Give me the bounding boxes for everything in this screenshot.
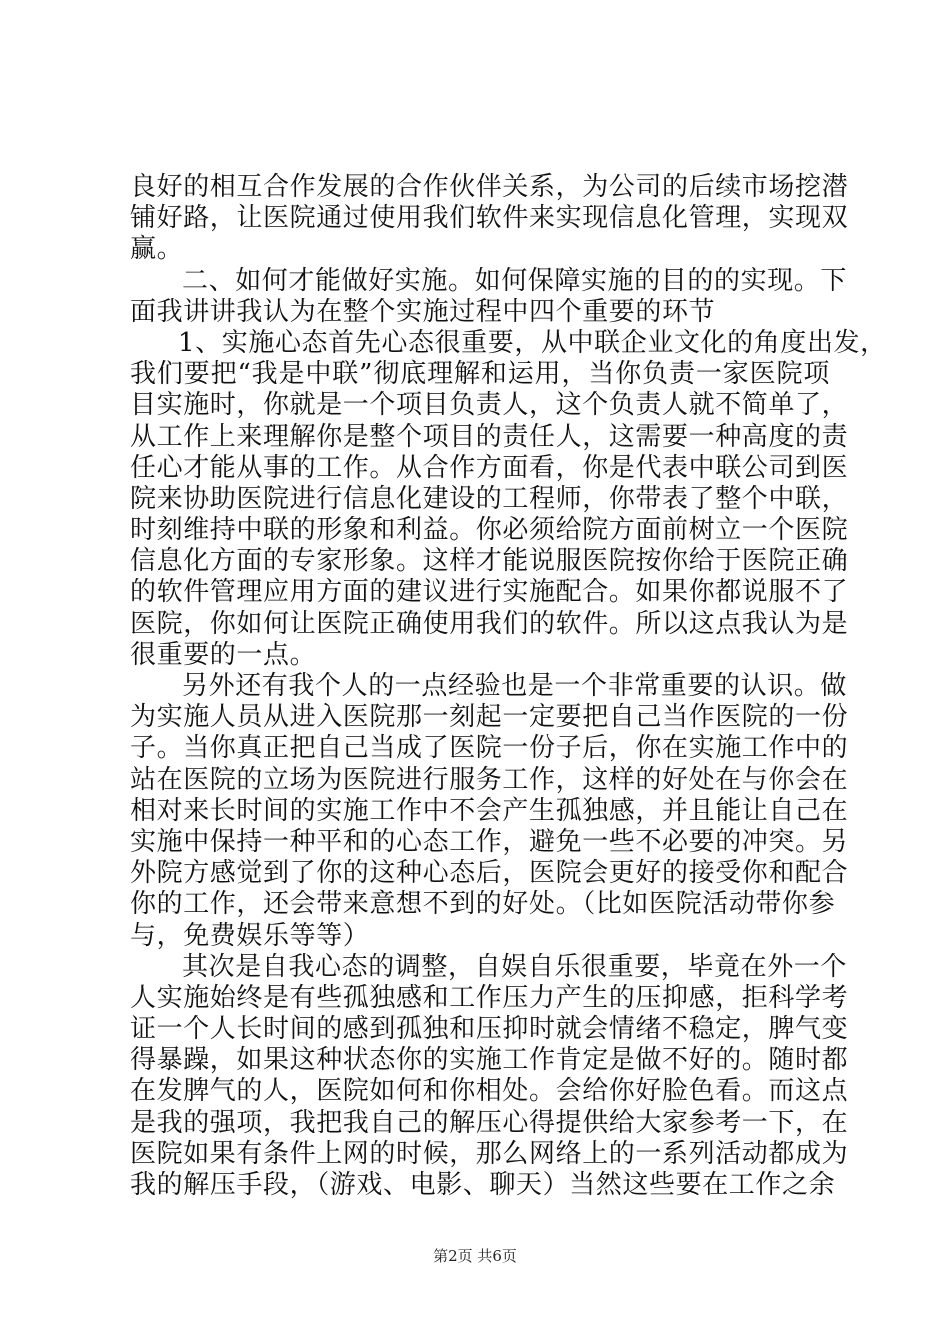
text-line: 相对来长时间的实施工作中不会产生孤独感，并且能让自己在 — [130, 795, 849, 826]
text-line: 二、如何才能做好实施。如何保障实施的目的的实现。下 — [182, 265, 848, 296]
text-line: 时刻维持中联的形象和利益。你必须给院方面前树立一个医院 — [130, 515, 849, 546]
text-line: 院来协助医院进行信息化建设的工程师，你带表了整个中联， — [130, 483, 849, 514]
text-line: 赢。 — [130, 234, 184, 265]
text-line: 面我讲讲我认为在整个实施过程中四个重要的环节 — [130, 296, 716, 327]
text-line: 我的解压手段，（游戏、电影、聊天）当然这些要在工作之余 — [130, 1170, 836, 1200]
text-line: 你的工作，还会带来意想不到的好处。（比如医院活动带你参 — [130, 889, 836, 920]
text-line: 站在医院的立场为医院进行服务工作，这样的好处在与你会在 — [130, 764, 849, 795]
text-line: 实施中保持一种平和的心态工作，避免一些不必要的冲突。另 — [130, 826, 849, 857]
text-line: 的软件管理应用方面的建议进行实施配合。如果你都说服不了 — [130, 577, 849, 608]
text-line: 1、实施心态首先心态很重要，从中联企业文化的角度出发， — [178, 327, 887, 358]
text-line: 很重要的一点。 — [130, 639, 317, 670]
text-line: 我们要把“我是中联”彻底理解和运用，当你负责一家医院项 — [130, 359, 830, 390]
text-line: 任心才能从事的工作。从合作方面看，你是代表中联公司到医 — [130, 452, 849, 483]
body-text — [130, 172, 887, 1201]
text-line: 为实施人员从进入医院那一刻起一定要把自己当作医院的一份 — [130, 702, 849, 733]
text-line: 在发脾气的人，医院如何和你相处。会给你好脸色看。而这点 — [130, 1076, 849, 1107]
text-line: 得暴躁，如果这种状态你的实施工作肯定是做不好的。随时都 — [130, 1045, 849, 1076]
text-line: 良好的相互合作发展的合作伙伴关系，为公司的后续市场挖潜 — [130, 172, 849, 202]
text-line: 目实施时，你就是一个项目负责人，这个负责人就不简单了， — [130, 390, 849, 421]
text-line: 外院方感觉到了你的这种心态后，医院会更好的接受你和配合 — [130, 858, 849, 889]
text-line: 其次是自我心态的调整，自娱自乐很重要，毕竟在外一个 — [182, 951, 848, 982]
text-line: 是我的强项，我把我自己的解压心得提供给大家参考一下，在 — [130, 1107, 849, 1138]
text-line: 子。当你真正把自己当成了医院一份子后，你在实施工作中的 — [130, 733, 849, 764]
text-line: 与，免费娱乐等等） — [130, 920, 370, 951]
text-line: 从工作上来理解你是整个项目的责任人，这需要一种高度的责 — [130, 421, 849, 452]
text-line: 另外还有我个人的一点经验也是一个非常重要的认识。做 — [182, 671, 848, 701]
text-line: 医院，你如何让医院正确使用我们的软件。所以这点我认为是 — [130, 608, 849, 639]
text-line: 信息化方面的专家形象。这样才能说服医院按你给于医院正确 — [130, 546, 849, 577]
text-line: 人实施始终是有些孤独感和工作压力产生的压抑感，拒科学考 — [130, 982, 849, 1013]
text-line: 医院如果有条件上网的时候，那么网络上的一系列活动都成为 — [130, 1138, 849, 1169]
text-line: 铺好路，让医院通过使用我们软件来实现信息化管理，实现双 — [130, 203, 849, 234]
text-line: 证一个人长时间的感到孤独和压抑时就会情绪不稳定，脾气变 — [130, 1014, 849, 1045]
page-number-footer: 第2页 共6页 — [433, 1247, 517, 1265]
